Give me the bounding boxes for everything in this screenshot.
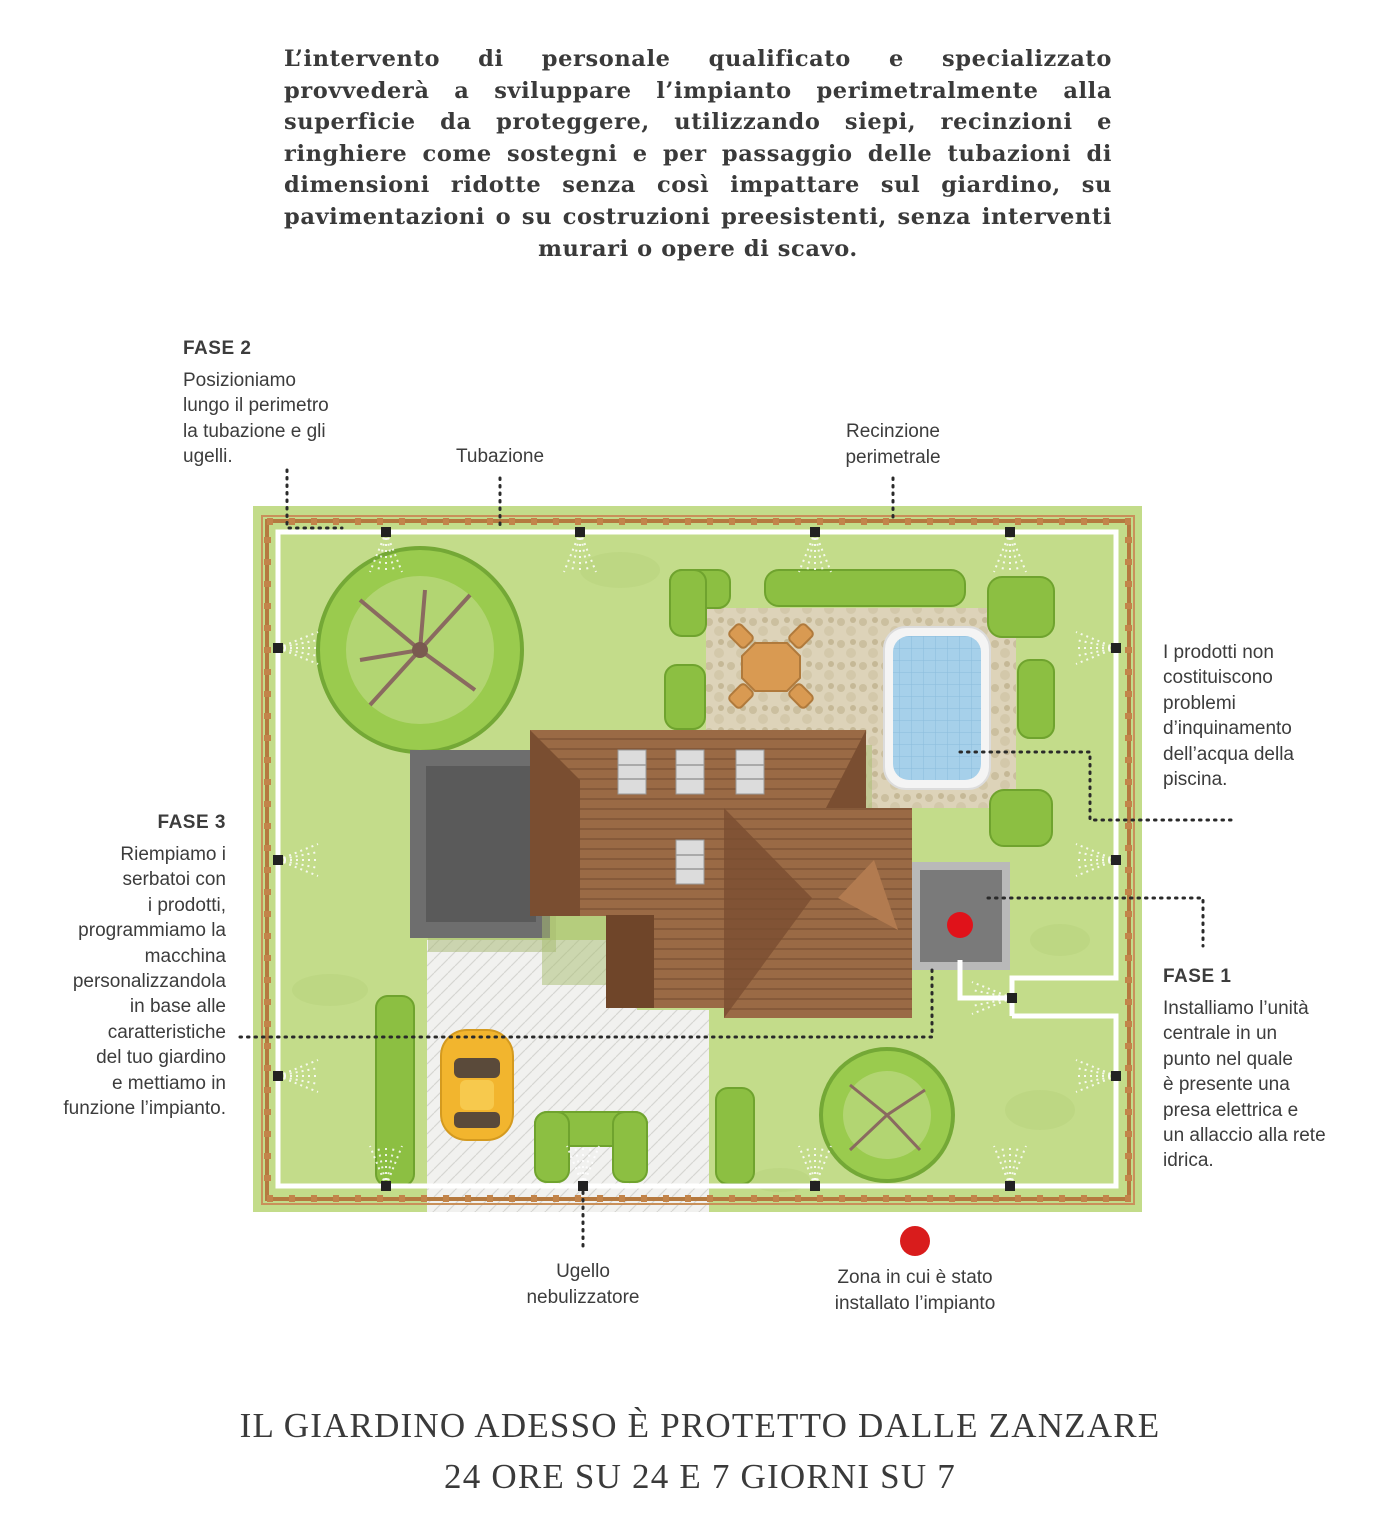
label-zona: Zona in cui è stato installato l’impianto — [834, 1267, 996, 1314]
tree-large — [318, 548, 522, 752]
fase1-description: Installiamo l’unità centrale in un punto nel quale è presente una presa elettrica e un allaccio alla rete idrica. — [1163, 998, 1326, 1172]
label-tubazione: Tubazione — [455, 446, 545, 467]
footer-line-1: IL GIARDINO ADESSO È PROTETTO DALLE ZANZARE — [239, 1406, 1161, 1445]
fase1-title: FASE 1 — [1163, 966, 1232, 987]
swimming-pool — [884, 627, 990, 789]
label-recinzione: Recinzione perimetrale — [845, 421, 941, 468]
fase2-title: FASE 2 — [183, 338, 252, 359]
label-piscina: I prodotti non costituiscono problemi d’inquinamento dell’acqua della piscina. — [1163, 642, 1294, 791]
fase3-description: Riempiamo i serbatoi con i prodotti, programmiamo la macchina personalizzandola in base alle caratteristiche del tuo giardino e mettiamo in funzione l’impianto. — [63, 844, 226, 1120]
car — [441, 1030, 513, 1140]
fase3-title: FASE 3 — [157, 812, 226, 833]
tree-small — [821, 1049, 953, 1181]
central-unit — [912, 862, 1010, 970]
intro-paragraph: L’intervento di personale qualificato e specializzato provvederà a sviluppare l’impianto perimetralmente alla superficie da proteggere, utilizzando siepi, recinzioni e ringhiere come sostegni e per passaggio delle tubazioni di dimensioni ridotte senza così impattare sul giardino, su pavimentazioni o su costruzioni preesistenti, senza interventi murari o opere di scavo. — [284, 46, 1112, 262]
label-ugello: Ugello nebulizzatore — [526, 1261, 640, 1308]
fase2-description: Posizioniamo lungo il perimetro la tubazione e gli ugelli. — [183, 370, 329, 468]
footer-line-2: 24 ORE SU 24 E 7 GIORNI SU 7 — [444, 1457, 956, 1496]
house-roof — [530, 730, 912, 1018]
installation-marker — [947, 912, 973, 938]
legend-marker — [900, 1226, 930, 1256]
